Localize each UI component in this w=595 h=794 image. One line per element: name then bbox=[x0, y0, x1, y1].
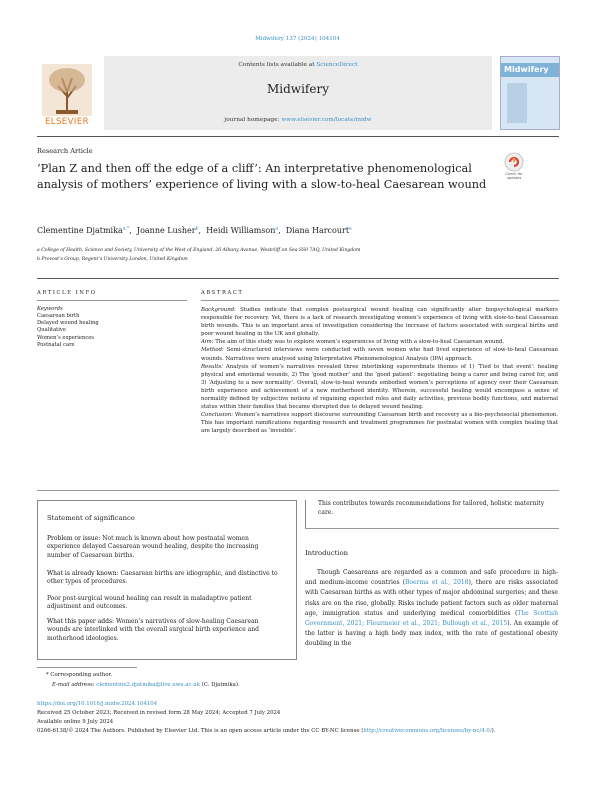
significance-text: Women’s narratives of slow-healing Caesarean wounds are interlinked with the overall surgical birth experience and motherhood ideologies. bbox=[47, 618, 259, 642]
cover-illustration bbox=[507, 83, 527, 123]
continuation-border bbox=[305, 500, 306, 528]
author-affiliation-marker[interactable]: a bbox=[349, 226, 352, 232]
article-type: Research Article bbox=[37, 147, 93, 155]
footnote-divider bbox=[37, 667, 137, 668]
author-affiliation-marker[interactable]: b bbox=[195, 226, 199, 232]
email-label: E-mail address: bbox=[52, 682, 97, 688]
abstract-text: Semi-structured interviews were conducted with seven women who had lived experience of slow-to-heal Caesarean wounds. Narratives were analysed using Interpretative Phenomenological Analysis (IPA) approach. bbox=[201, 347, 558, 362]
author-affiliation-marker[interactable]: a bbox=[275, 226, 279, 232]
introduction-heading: Introduction bbox=[305, 549, 349, 557]
significance-label: What this paper adds: bbox=[47, 618, 115, 625]
abstract-text: Studies indicate that complex postsurgical wound healing can significantly alter biopsychological markers responsible for recovery. Yet, there is a lack of research investigating women’s experience of living with slow-to-heal Caesarean birth wounds. This is an important area of investigation considering the increase of factors associated with surgical births and poor wound healing in the UK and globally. bbox=[201, 307, 558, 338]
corresponding-author-note: * Corresponding author. bbox=[46, 672, 113, 678]
homepage-line bbox=[104, 117, 492, 123]
abstract-paragraph bbox=[201, 363, 558, 412]
elsevier-wordmark: ELSEVIER bbox=[44, 117, 90, 127]
journal-reference[interactable]: Midwifery 137 (2024) 104104 bbox=[255, 36, 340, 42]
author-name[interactable]: Heidi Williamson bbox=[206, 226, 276, 235]
author-affiliation-marker[interactable]: a,* bbox=[122, 226, 130, 232]
abstract-paragraph bbox=[201, 411, 558, 435]
author-name[interactable]: Joanne Lusher bbox=[136, 226, 196, 235]
homepage-prefix: journal homepage: bbox=[224, 117, 282, 123]
license-statement bbox=[37, 727, 559, 736]
abstract-text: The aim of this study was to explore women’s experiences of living with a slow-to-heal Caesarean wound. bbox=[213, 339, 505, 346]
available-online-date: Available online 9 July 2024 bbox=[37, 719, 114, 725]
keyword: Qualitative bbox=[37, 327, 66, 334]
cover-title: Midwifery bbox=[504, 65, 549, 74]
abstract-divider bbox=[201, 300, 559, 301]
check-for-updates-label[interactable]: Check for updates bbox=[505, 172, 523, 181]
significance-continuation: This contributes towards recommendations for tailored, holistic maternity care. bbox=[318, 500, 545, 516]
info-divider bbox=[37, 300, 187, 301]
abstract-body bbox=[201, 306, 558, 436]
significance-text: Poor post-surgical wound healing can result in maladaptive patient adjustment and outcomes. bbox=[47, 595, 252, 611]
abstract-text: Analysis of women’s narratives revealed three interlinking superordinate themes of 1) ‘Tied to that event’: healing physical and emotional wounds, 2) The ‘good mother’ and the ‘good patient’: negotiating being a carer and being cared for, and 3) ‘Adjusting to a new normality’. Overall, slow-to-heal wounds embodied women’s perceptions of agency over their Caesarean birth experience and achievement of a new motherhood identity. Wherein, successful healing would encompass a sense of normality defined by subjective notions of regaining expected roles and daily activities, previous bodily functions, and maternal status within their families that became disrupted due to delayed wound healing. bbox=[201, 363, 558, 411]
author-name[interactable]: Clementine Djatmika bbox=[37, 226, 123, 235]
header-divider bbox=[37, 136, 559, 137]
email-line bbox=[52, 682, 240, 688]
keywords-list bbox=[37, 313, 99, 349]
abstract-paragraph bbox=[201, 338, 558, 346]
received-dates: Received 25 October 2023; Received in revised form 28 May 2024; Accepted 7 July 2024 bbox=[37, 710, 281, 716]
abstract-heading: ABSTRACT bbox=[201, 290, 244, 296]
significance-label: Problem or issue: bbox=[47, 535, 101, 542]
citation-link[interactable]: Boerma et al., 2018 bbox=[405, 579, 469, 587]
abstract-label: Aim: bbox=[201, 339, 214, 346]
keyword: Postnatal care bbox=[37, 341, 75, 348]
email-link[interactable]: clementine2.djatmika@live.uwe.ac.uk bbox=[96, 682, 200, 688]
email-suffix: (C. Djatmika). bbox=[199, 682, 240, 688]
author-list: Clementine Djatmika$^{a,*}$, Joanne Lusher$^b$, Heidi Williamson$^a$, Diana Harcourt$^a$ bbox=[37, 226, 352, 235]
keyword: Caesarean birth bbox=[37, 313, 80, 319]
abstract-paragraph bbox=[201, 346, 558, 362]
significance-item bbox=[47, 570, 283, 587]
significance-label: What is already known: bbox=[47, 570, 119, 577]
article-title: ‘Plan Z and then off the edge of a cliff’: An interpretative phenomenological analysis of mothers’ experience of living with a slow-to-heal Caesarean wound bbox=[37, 162, 487, 191]
intro-text-part: ), there are risks associated with Caesarean births as with other types of major abdominal surgeries; and these risks are on the rise, globally. Risks include patient factors such as older maternal age, immigration status and underlying medical comorbidities ( bbox=[305, 579, 558, 617]
introduction-text bbox=[305, 568, 558, 650]
affiliation: a College of Health, Science and Society, University of the West of England, 26 Albany Avenue, Westcliff on Sea SS0 7AQ, United Kingdom bbox=[37, 248, 361, 253]
contents-line bbox=[104, 62, 492, 68]
journal-cover-image[interactable] bbox=[500, 56, 560, 130]
homepage-link[interactable]: www.elsevier.com/locate/midw bbox=[281, 117, 372, 123]
citation-link[interactable]: The Scottish Government, 2021; Fleurmeier et al., 2021; Bullough et al., 2015 bbox=[305, 609, 559, 628]
contents-prefix: Contents lists available at bbox=[238, 62, 317, 68]
abstract-label: Method: bbox=[201, 347, 224, 354]
continuation-divider bbox=[305, 528, 559, 529]
significance-item bbox=[47, 595, 283, 612]
journal-name[interactable]: Midwifery bbox=[267, 82, 329, 96]
keyword: Delayed wound healing bbox=[37, 320, 99, 327]
keywords-heading: Keywords bbox=[37, 306, 63, 312]
abstract-label: Background: bbox=[201, 307, 236, 313]
intro-text-part: ). An example of the latter is having a high body max index, with the rate of gestational obesity doubling in the bbox=[305, 620, 558, 648]
license-link[interactable]: http://creativecommons.org/licenses/by-nc/4.0/ bbox=[363, 728, 492, 734]
sciencedirect-link[interactable]: ScienceDirect bbox=[316, 62, 358, 68]
intro-text-part: Though Caesareans are regarded as a common and safe procedure in high- and medium-income countries ( bbox=[305, 569, 558, 587]
abstract-label: Conclusion: bbox=[201, 412, 234, 419]
abstract-label: Results: bbox=[201, 363, 223, 370]
license-suffix: ). bbox=[491, 728, 496, 734]
author-name[interactable]: Diana Harcourt bbox=[285, 226, 350, 235]
keyword: Women’s experiences bbox=[37, 334, 94, 341]
abstract-paragraph bbox=[201, 306, 558, 338]
significance-item bbox=[47, 535, 283, 560]
doi-link[interactable]: https://doi.org/10.1016/j.midw.2024.104104 bbox=[37, 701, 158, 707]
significance-title: Statement of significance bbox=[47, 514, 135, 522]
significance-text: Not much is known about how postnatal women experience delayed Caesarean wound healing, despite the increasing number of Caesarean births. bbox=[47, 535, 259, 559]
affiliation: b Provost’s Group, Regent’s University London, United Kingdom bbox=[37, 257, 188, 262]
article-info-heading: ARTICLE INFO bbox=[37, 290, 97, 296]
abstract-text: Women’s narratives support discourse surrounding Caesarean birth and recovery as a bio-psychosocial phenomenon. This has important ramifications regarding research and treatment programmes for postnatal women with complex healing that are largely described as ‘invisible’. bbox=[201, 412, 558, 435]
section-divider bbox=[37, 278, 559, 279]
significance-item bbox=[47, 618, 283, 643]
significance-text: Caesarean births are idiographic, and distinctive to other types of procedures. bbox=[47, 570, 278, 586]
license-prefix: 0266-6138/© 2024 The Authors. Published by Elsevier Ltd. This is an open access article under the CC BY-NC license ( bbox=[37, 728, 364, 734]
abstract-end-divider bbox=[37, 490, 559, 491]
